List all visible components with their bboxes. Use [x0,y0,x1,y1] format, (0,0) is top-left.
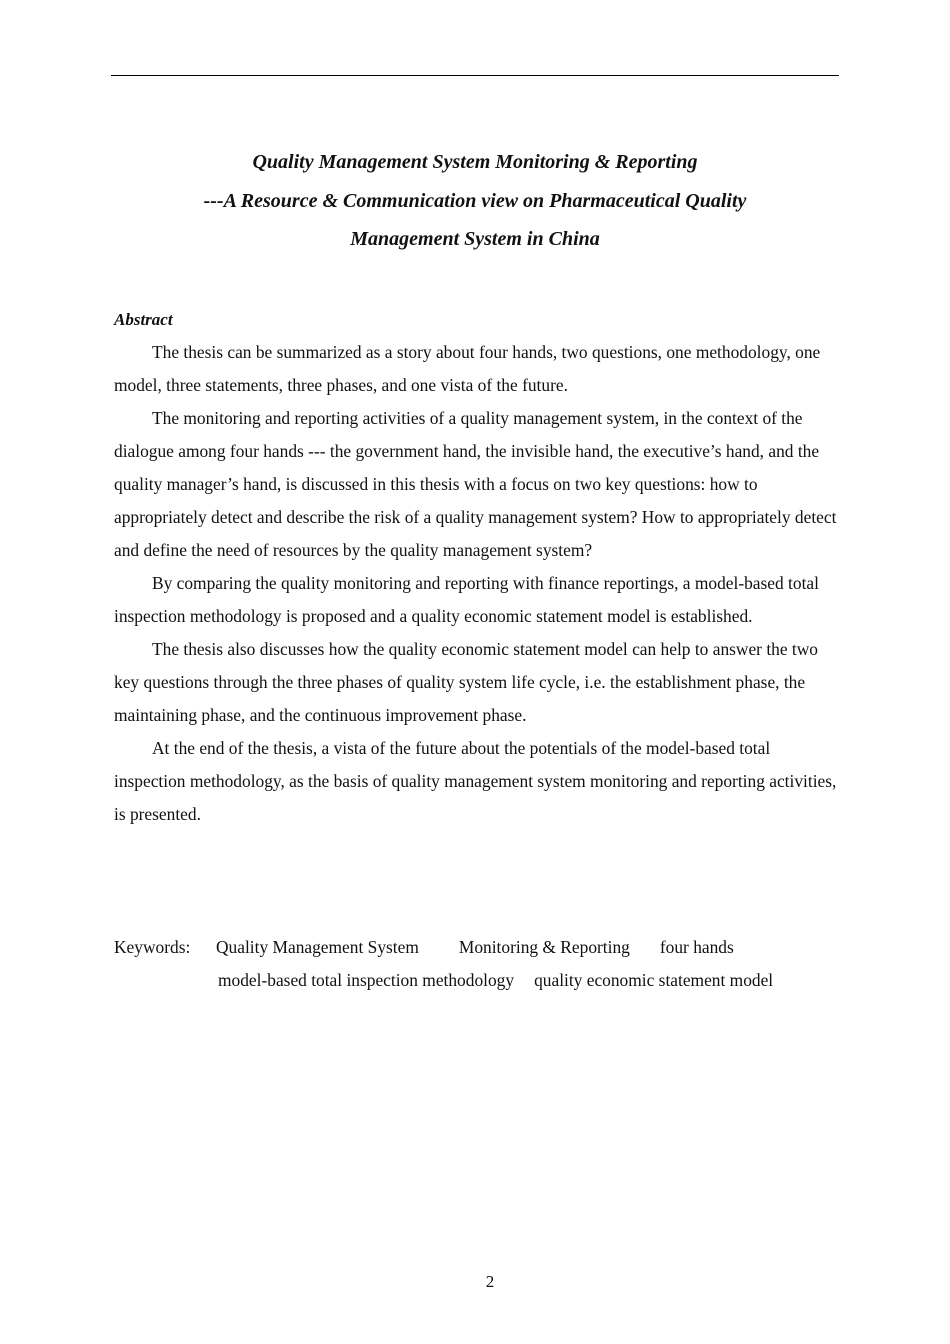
keywords-section [114,931,844,997]
keyword-item: Quality Management System [216,937,419,957]
title-line-1: Quality Management System Monitoring & Reporting [252,151,698,173]
keywords-label: Keywords: [114,937,191,957]
keywords-row-2 [114,964,844,997]
keywords-row-1 [114,931,844,964]
abstract-paragraph-1: The thesis can be summarized as a story about four hands, two questions, one methodology, one model, three statements, three phases, and one vista of the future. [114,342,821,395]
thesis-title [0,143,950,259]
page-number: 2 [485,1272,495,1291]
title-line-2: ---A Resource & Communication view on Pharmaceutical Quality [203,189,747,212]
abstract-paragraph-4: The thesis also discusses how the quality economic statement model can help to answer the two key questions through the three phases of quality system life cycle, i.e. the establishment phase, the maintaining phase, and the continuous improvement phase. [114,639,818,725]
keyword-item: model-based total inspection methodology [218,970,515,990]
keyword-item: Monitoring & Reporting [458,937,630,957]
abstract-body [114,336,839,831]
abstract-paragraph-2: The monitoring and reporting activities of a quality management system, in the context of the dialogue among four hands --- the government hand, the invisible hand, the executive’s hand, and the quality manager’s hand, is discussed in this thesis with a focus on two key questions: how to appropriately detect and describe the risk of a quality management system? How to appropriately detect and define the need of resources by the quality management system? [114,408,837,560]
abstract-heading: Abstract [114,310,173,329]
abstract-paragraph-3: By comparing the quality monitoring and reporting with finance reportings, a model-based total inspection methodology is proposed and a quality economic statement model is established. [114,573,819,626]
title-line-3: Management System in China [350,228,600,250]
header-rule [111,75,839,76]
keyword-item: quality economic statement model [534,970,774,990]
keyword-item: four hands [659,937,734,957]
abstract-paragraph-5: At the end of the thesis, a vista of the future about the potentials of the model-based total inspection methodology, as the basis of quality management system monitoring and reporting activities, is presented. [114,738,837,824]
